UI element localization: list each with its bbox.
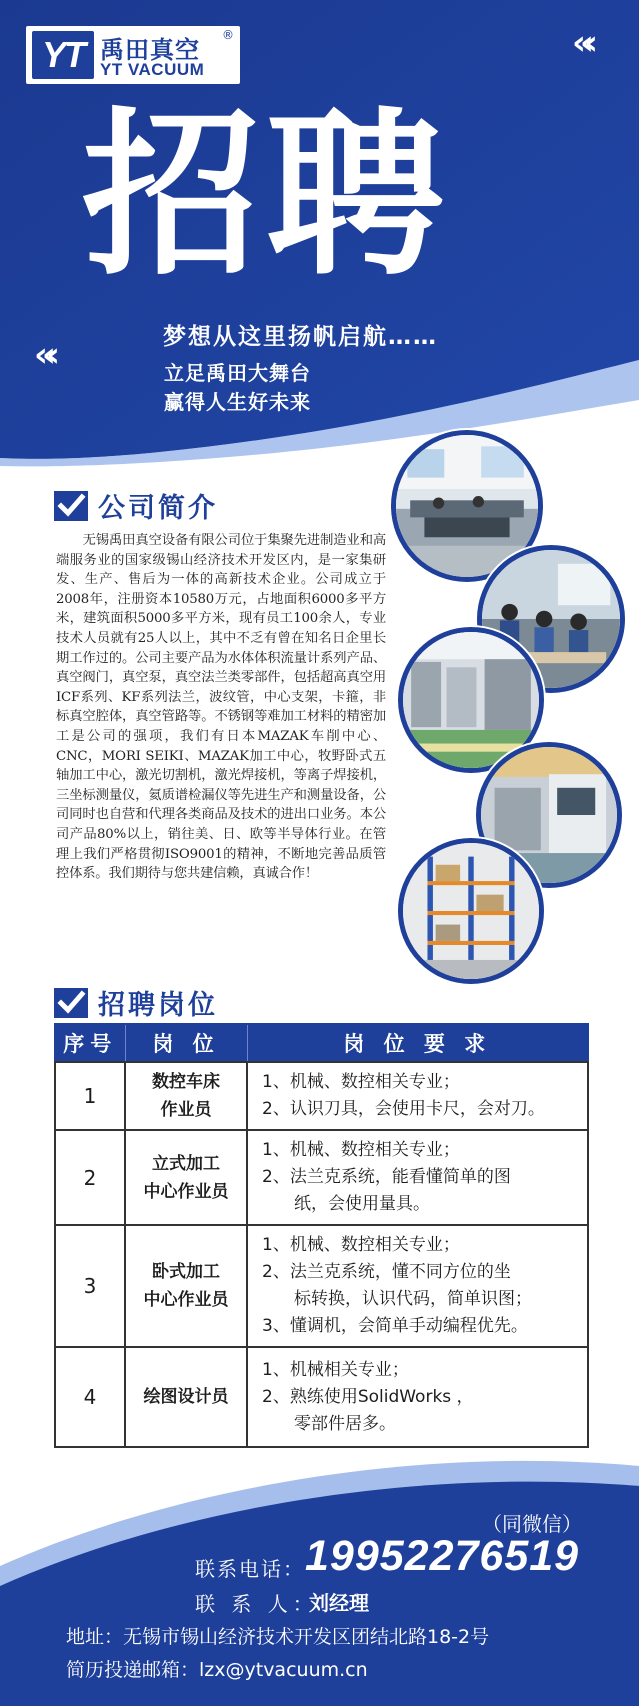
contact-person-name: 刘经理 bbox=[309, 1591, 369, 1615]
job-position-line: 中心作业员 bbox=[143, 1181, 229, 1202]
job-number: 2 bbox=[55, 1130, 125, 1225]
slogan-main: 梦想从这里扬帆启航…… bbox=[163, 324, 438, 350]
requirement-item: 2、法兰克系统，懂不同方位的坐 bbox=[262, 1262, 511, 1282]
job-position bbox=[125, 1347, 247, 1447]
column-header-no: 序号 bbox=[55, 1024, 125, 1062]
requirement-item: 标转换，认识代码，简单识图； bbox=[294, 1289, 532, 1309]
address: 地址：无锡市锡山经济技术开发区团结北路18-2号 bbox=[66, 1626, 490, 1648]
job-number: 1 bbox=[55, 1062, 125, 1130]
registered-mark: ® bbox=[222, 28, 234, 42]
slogan-line-1: 立足禹田大舞台 bbox=[164, 361, 311, 385]
jobs-heading bbox=[54, 983, 218, 1022]
requirement-item: 2、熟练使用SolidWorks ， bbox=[262, 1386, 474, 1407]
contact-person-label: 联 系 人： bbox=[195, 1592, 318, 1616]
requirement-item: 1、机械、数控相关专业； bbox=[262, 1072, 460, 1092]
requirement-item: 纸，会使用量具。 bbox=[294, 1194, 430, 1214]
job-requirements bbox=[247, 1130, 588, 1225]
job-position bbox=[125, 1130, 247, 1225]
job-position-line: 数控车床 bbox=[152, 1072, 220, 1092]
intro-heading bbox=[54, 486, 218, 525]
requirement-item: 1、机械、数控相关专业； bbox=[262, 1235, 460, 1255]
chevron-left-icon: «‹ bbox=[572, 23, 588, 63]
table-header-row bbox=[55, 1024, 588, 1062]
job-position bbox=[125, 1062, 247, 1130]
job-position-line: 中心作业员 bbox=[143, 1290, 229, 1310]
table-row bbox=[55, 1347, 588, 1447]
requirement-item: 2、法兰克系统，能看懂简单的图 bbox=[262, 1167, 511, 1187]
job-number: 3 bbox=[55, 1225, 125, 1347]
table-row bbox=[55, 1130, 588, 1225]
company-logo bbox=[26, 26, 240, 84]
check-icon bbox=[54, 988, 88, 1018]
check-icon bbox=[54, 491, 88, 521]
intro-title: 公司简介 bbox=[98, 493, 218, 524]
job-position-line: 卧式加工 bbox=[152, 1262, 220, 1282]
resume-email[interactable]: 简历投递邮箱：lzx@ytvacuum.cn bbox=[66, 1659, 368, 1681]
job-position-line: 绘图设计员 bbox=[143, 1387, 229, 1407]
requirement-item: 零部件居多。 bbox=[294, 1413, 396, 1434]
logo-name-cn: 禹田真空 bbox=[100, 36, 200, 64]
slogan-line-2: 赢得人生好未来 bbox=[164, 390, 311, 414]
chevron-left-icon: «‹ bbox=[34, 335, 50, 375]
job-requirements bbox=[247, 1347, 588, 1447]
jobs-title: 招聘岗位 bbox=[98, 990, 218, 1021]
logo-name-en: YT VACUUM bbox=[100, 60, 205, 79]
job-number: 4 bbox=[55, 1347, 125, 1447]
job-position-line: 立式加工 bbox=[152, 1153, 220, 1174]
job-position-line: 作业员 bbox=[160, 1100, 212, 1120]
phone-number[interactable]: 19952276519 bbox=[305, 1532, 580, 1580]
warehouse-photo bbox=[398, 838, 544, 984]
wechat-note: （同微信） bbox=[482, 1512, 582, 1536]
column-header-requirements: 岗 位 要 求 bbox=[247, 1024, 588, 1062]
column-header-position: 岗 位 bbox=[125, 1024, 247, 1062]
page-title: 招聘 bbox=[82, 92, 450, 299]
requirement-item: 3、懂调机，会简单手动编程优先。 bbox=[262, 1316, 528, 1336]
jobs-table bbox=[54, 1023, 589, 1448]
phone-label: 联系电话： bbox=[195, 1557, 305, 1581]
job-requirements bbox=[247, 1062, 588, 1130]
table-row bbox=[55, 1225, 588, 1347]
company-introduction: 无锡禹田真空设备有限公司位于集聚先进制造业和高端服务业的国家级锡山经济技术开发区内，是一家集研发、生产、售后为一体的高新技术企业。公司成立于2008年，注册资本10580万元，占地面积6000多平方米，建筑面积5000多平方米，现有员工100余人，专业技术人员就有25人以上，其中不乏有曾在知名日企里长期工作过的。公司主要产品为水体体积流量计系列产品、真空阀门，真空泵，真空法兰类零部件，包括超高真空用ICF系列、KF系列法兰，波纹管，中心支架，卡箍，非标真空腔体，真空管路等。不锈钢等难加工材料的精密加工是公司的强项，我们有日本MAZAK车削中心、CNC，MORI SEIKI、MAZAK加工中心，牧野卧式五轴加工中心，激光切割机，激光焊接机，等离子焊接机，三坐标测量仪，氦质谱检漏仪等先进生产和测量设备，公司同时也自营和代理各类商品及技术的进出口业务。本公司产品80%以上，销往美、日、欧等半导体行业。在管理上我们严格贯彻ISO9001的精神，不断地完善品质管控体系。我们期待与您共建信赖，真诚合作！ bbox=[56, 533, 386, 882]
job-position bbox=[125, 1225, 247, 1347]
requirement-item: 1、机械、数控相关专业； bbox=[262, 1140, 460, 1160]
job-requirements bbox=[247, 1225, 588, 1347]
requirement-item: 1、机械相关专业； bbox=[262, 1359, 409, 1380]
logo-mark: YT bbox=[32, 31, 94, 79]
requirement-item: 2、认识刀具，会使用卡尺，会对刀。 bbox=[262, 1099, 545, 1119]
table-row bbox=[55, 1062, 588, 1130]
